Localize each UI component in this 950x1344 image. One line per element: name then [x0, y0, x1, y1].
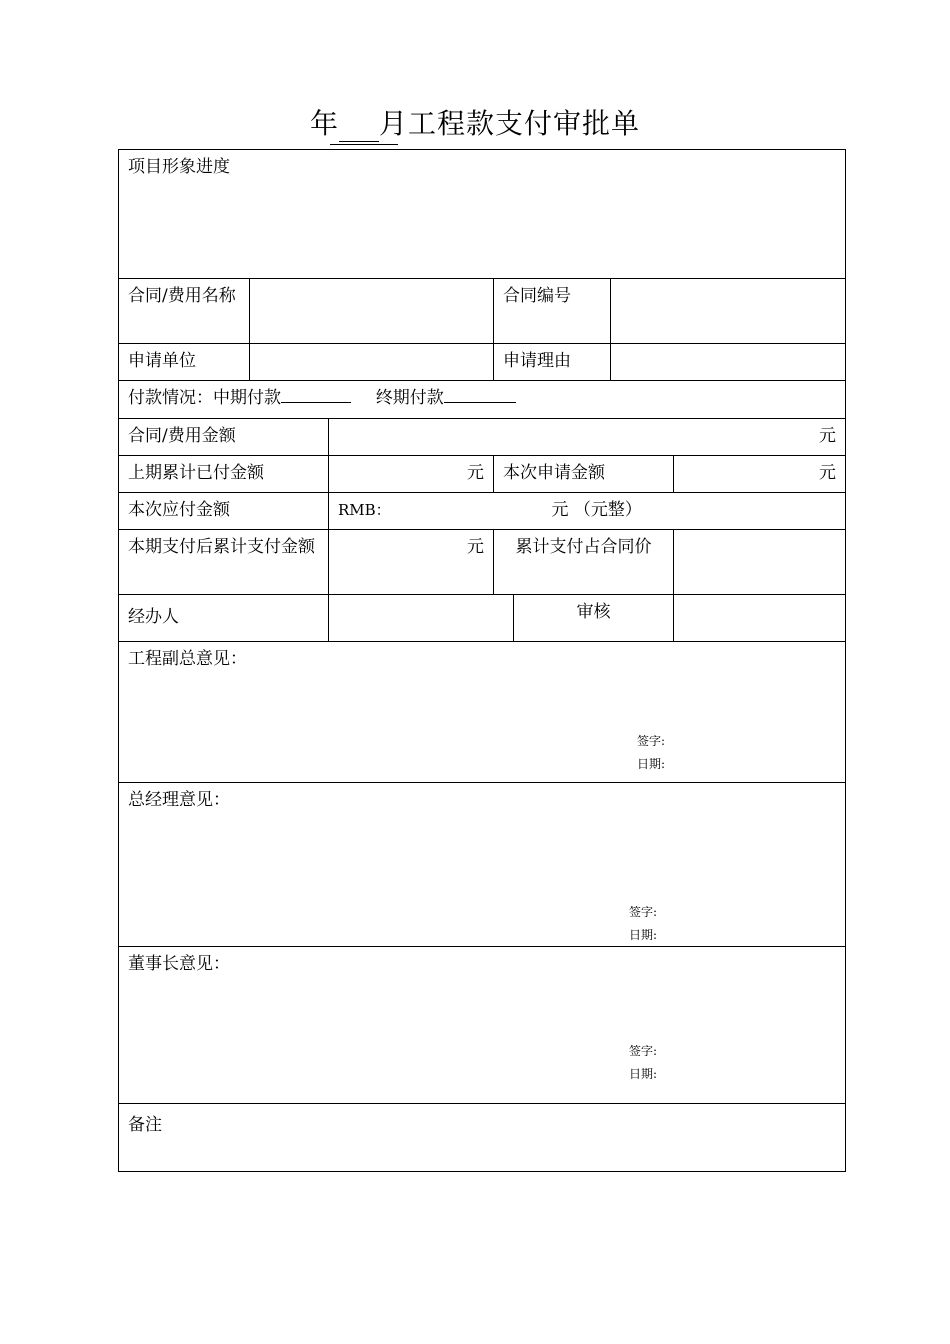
payment-status-label: 付款情况：中期付款	[128, 388, 281, 408]
contract-no-label: 合同编号	[503, 286, 571, 306]
chairman-date-label: 日期:	[629, 1067, 658, 1081]
cumulative-after-label-cell	[119, 530, 329, 594]
progress-cell[interactable]	[119, 150, 845, 278]
contract-amount-unit: 元	[819, 426, 836, 446]
row-prev-paid	[119, 456, 845, 493]
contract-amount-field[interactable]	[329, 419, 845, 455]
final-payment-label: 终期付款	[375, 388, 444, 408]
current-request-label: 本次申请金额	[503, 463, 605, 483]
row-deputy-opinion	[119, 642, 845, 783]
rmb-label: RMB：	[338, 501, 391, 519]
reason-label-cell	[494, 344, 611, 380]
yuan-whole-label: 元 （元整）	[551, 500, 642, 520]
progress-label: 项目形象进度	[128, 157, 230, 177]
row-handler	[119, 595, 845, 642]
deputy-date-label: 日期:	[637, 757, 666, 771]
payment-status-cell	[119, 381, 845, 418]
chairman-sign-label: 签字:	[629, 1044, 658, 1058]
row-gm-opinion	[119, 783, 845, 947]
gm-date-label: 日期:	[629, 928, 658, 942]
deputy-opinion-cell[interactable]	[119, 642, 845, 782]
review-label: 审核	[576, 602, 611, 622]
remarks-label: 备注	[128, 1115, 162, 1135]
title-underline	[330, 144, 398, 145]
reason-field[interactable]	[611, 344, 845, 380]
contract-amount-label-cell	[119, 419, 329, 455]
chairman-opinion-cell[interactable]	[119, 947, 845, 1103]
chairman-opinion-label: 董事长意见：	[128, 954, 230, 974]
applicant-label: 申请单位	[128, 351, 196, 371]
cumulative-ratio-label: 累计支付占合同价	[515, 537, 652, 557]
contract-amount-label: 合同/费用金额	[128, 426, 236, 446]
row-remarks	[119, 1104, 845, 1171]
review-field[interactable]	[674, 595, 845, 641]
cumulative-after-field[interactable]	[329, 530, 494, 594]
deputy-sign-block	[637, 730, 665, 776]
row-applicant	[119, 344, 845, 381]
gm-opinion-label: 总经理意见：	[128, 790, 230, 810]
gm-sign-block	[629, 901, 657, 947]
handler-field[interactable]	[329, 595, 514, 641]
contract-no-field[interactable]	[611, 279, 845, 343]
row-cumulative	[119, 530, 845, 595]
row-chairman-opinion	[119, 947, 845, 1104]
row-payable	[119, 493, 845, 530]
cumulative-after-label: 本期支付后累计支付金额	[128, 537, 315, 557]
cumulative-ratio-label-cell	[494, 530, 674, 594]
applicant-field[interactable]	[250, 344, 494, 380]
payable-field[interactable]	[329, 493, 845, 529]
row-progress	[119, 150, 845, 279]
row-contract-amount	[119, 419, 845, 456]
contract-name-label: 合同/费用名称	[128, 286, 236, 306]
row-contract	[119, 279, 845, 344]
deputy-opinion-label: 工程副总意见：	[128, 649, 247, 669]
contract-no-label-cell	[494, 279, 611, 343]
payable-label-cell	[119, 493, 329, 529]
prev-paid-label-cell	[119, 456, 329, 492]
cumulative-ratio-field[interactable]	[674, 530, 845, 594]
contract-name-field[interactable]	[250, 279, 494, 343]
review-label-cell	[514, 595, 674, 641]
contract-name-label-cell	[119, 279, 250, 343]
current-request-unit: 元	[819, 463, 836, 483]
current-request-field[interactable]	[674, 456, 845, 492]
gm-sign-label: 签字:	[629, 905, 658, 919]
handler-label: 经办人	[128, 607, 179, 627]
interim-payment-blank[interactable]	[281, 386, 351, 403]
title-month-blank	[339, 103, 379, 142]
prev-paid-field[interactable]	[329, 456, 494, 492]
cumulative-after-unit: 元	[467, 537, 484, 557]
applicant-label-cell	[119, 344, 250, 380]
current-request-label-cell	[494, 456, 674, 492]
prev-paid-label: 上期累计已付金额	[128, 463, 264, 483]
title-rest: 月工程款支付审批单	[379, 107, 641, 140]
reason-label: 申请理由	[503, 351, 571, 371]
deputy-sign-label: 签字:	[637, 734, 666, 748]
gm-opinion-cell[interactable]	[119, 783, 845, 946]
handler-label-cell	[119, 595, 329, 641]
prev-paid-unit: 元	[467, 463, 484, 483]
approval-form	[118, 149, 846, 1172]
chairman-sign-block	[629, 1040, 657, 1086]
payable-label: 本次应付金额	[128, 500, 230, 520]
page-title	[0, 102, 950, 142]
title-year: 年	[309, 107, 339, 140]
final-payment-blank[interactable]	[444, 386, 516, 403]
remarks-cell[interactable]	[119, 1104, 845, 1171]
row-payment-status	[119, 381, 845, 419]
